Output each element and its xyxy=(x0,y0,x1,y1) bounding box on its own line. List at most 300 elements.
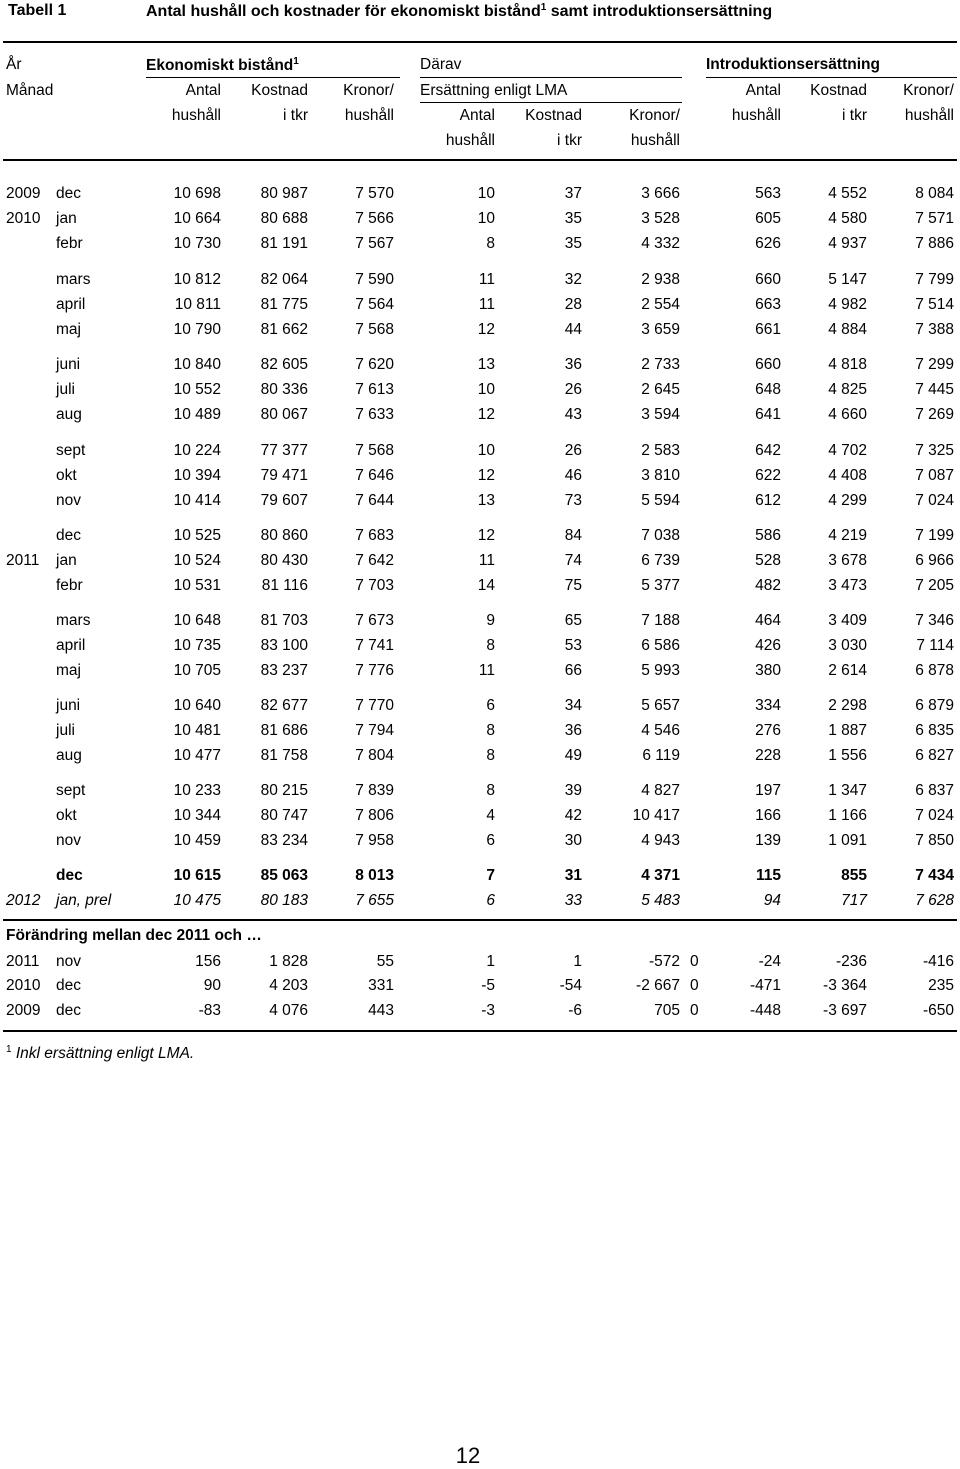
header-intro-kronor-unit: hushåll xyxy=(904,107,954,124)
cell-intro-kostnad: 4 818 xyxy=(828,356,867,373)
cell-lma-kronor: 2 645 xyxy=(641,381,680,398)
cell-ekon-antal: 10 481 xyxy=(173,722,221,739)
cell-lma-antal: 10 xyxy=(477,442,495,459)
row-month: dec xyxy=(56,185,81,202)
cell-intro-kostnad: -3 697 xyxy=(823,1002,867,1019)
change-row xyxy=(0,953,960,975)
cell-lma-kostnad: 43 xyxy=(564,406,582,423)
cell-intro-antal: -24 xyxy=(758,953,781,970)
cell-lma-kostnad: 31 xyxy=(564,867,582,884)
cell-ekon-kronor: 7 776 xyxy=(355,662,394,679)
cell-intro-kronor: 7 346 xyxy=(915,612,954,629)
cell-lma-antal: -5 xyxy=(481,977,495,994)
cell-lma-kronor: 4 546 xyxy=(641,722,680,739)
cell-intro-antal: 626 xyxy=(755,235,781,252)
header-ekon-rule xyxy=(146,77,400,78)
cell-intro-kostnad: 5 147 xyxy=(828,271,867,288)
cell-ekon-kostnad: 80 987 xyxy=(260,185,308,202)
cell-intro-kostnad: 4 937 xyxy=(828,235,867,252)
cell-intro-antal: 380 xyxy=(755,662,781,679)
cell-ekon-antal: 10 812 xyxy=(173,271,221,288)
header-intro-kronor: Kronor/ xyxy=(903,82,954,99)
header-intro-kostnad: Kostnad xyxy=(810,82,867,99)
header-lma-antal: Antal xyxy=(459,107,495,124)
cell-ekon-antal: 10 640 xyxy=(173,697,221,714)
cell-lma-antal: -3 xyxy=(481,1002,495,1019)
cell-intro-kronor: 6 837 xyxy=(915,782,954,799)
cell-ekon-kronor: 7 642 xyxy=(355,552,394,569)
row-year: 2011 xyxy=(6,552,40,569)
cell-ekon-antal: 10 664 xyxy=(173,210,221,227)
header-introduktionsersattning: Introduktionsersättning xyxy=(706,56,880,73)
cell-intro-antal: -448 xyxy=(749,1002,781,1019)
header-ekon-kronor-unit: hushåll xyxy=(344,107,394,124)
cell-lma-antal: 8 xyxy=(486,747,495,764)
cell-ekon-kronor: 7 564 xyxy=(355,296,394,313)
cell-ekon-kronor: 7 839 xyxy=(355,782,394,799)
cell-lma-kronor: 5 657 xyxy=(641,697,680,714)
cell-ekon-kostnad: 81 775 xyxy=(260,296,308,313)
cell-ekon-kostnad: 4 203 xyxy=(269,977,308,994)
cell-intro-kronor: -650 xyxy=(922,1002,954,1019)
cell-intro-antal: 528 xyxy=(755,552,781,569)
cell-lma-kostnad: 49 xyxy=(564,747,582,764)
cell-ekon-antal: 10 730 xyxy=(173,235,221,252)
change-row xyxy=(0,1002,960,1024)
cell-ekon-kronor: 331 xyxy=(368,977,394,994)
cell-lma-antal: 12 xyxy=(477,321,495,338)
cell-intro-kronor: 6 879 xyxy=(915,697,954,714)
row-month: nov xyxy=(56,832,81,849)
cell-lma-kostnad: 26 xyxy=(564,381,582,398)
cell-ekon-antal: 10 615 xyxy=(173,867,221,884)
table-row xyxy=(0,271,960,293)
cell-ekon-antal: 156 xyxy=(195,953,221,970)
cell-lma-kostnad: 75 xyxy=(564,577,582,594)
table-row xyxy=(0,577,960,599)
table-row xyxy=(0,321,960,343)
cell-intro-antal: 660 xyxy=(755,271,781,288)
table-row xyxy=(0,552,960,574)
cell-ekon-kostnad: 81 662 xyxy=(260,321,308,338)
cell-lma-antal: 6 xyxy=(486,697,495,714)
cell-ekon-antal: 10 840 xyxy=(173,356,221,373)
row-year: 2009 xyxy=(6,1002,41,1019)
cell-lma-kostnad: 36 xyxy=(564,356,582,373)
header-ekonomiskt-bistand xyxy=(146,56,299,75)
cell-intro-kronor: 7 205 xyxy=(915,577,954,594)
row-month: maj xyxy=(56,321,81,338)
cell-intro-antal: 482 xyxy=(755,577,781,594)
cell-intro-kostnad: 4 702 xyxy=(828,442,867,459)
cell-lma-kronor: 6 119 xyxy=(642,747,680,764)
cell-intro-kronor: 7 886 xyxy=(915,235,954,252)
cell-intro-kronor: 6 878 xyxy=(915,662,954,679)
table-row xyxy=(0,867,960,889)
row-month: dec xyxy=(56,867,83,884)
cell-ekon-kronor: 7 570 xyxy=(355,185,394,202)
cell-lma-antal: 8 xyxy=(486,637,495,654)
cell-intro-antal: 641 xyxy=(755,406,781,423)
row-month: aug xyxy=(56,747,82,764)
cell-intro-antal: 197 xyxy=(755,782,781,799)
table-row xyxy=(0,807,960,829)
cell-intro-antal: 276 xyxy=(755,722,781,739)
footnote-text: Inkl ersättning enligt LMA. xyxy=(15,1045,195,1062)
cell-ekon-kronor: 7 673 xyxy=(355,612,394,629)
header-ekon-kostnad: Kostnad xyxy=(251,82,308,99)
cell-lma-kronor: -2 667 xyxy=(636,977,680,994)
table-row xyxy=(0,235,960,257)
cell-lma-kostnad: 73 xyxy=(564,492,582,509)
cell-ekon-antal: 10 344 xyxy=(173,807,221,824)
cell-lma-antal: 14 xyxy=(477,577,495,594)
row-year: 2012 xyxy=(6,892,41,909)
table-row xyxy=(0,467,960,489)
cell-ekon-kronor: 7 644 xyxy=(355,492,394,509)
cell-ekon-kostnad: 83 234 xyxy=(260,832,308,849)
row-year: 2009 xyxy=(6,185,41,202)
cell-lma-kostnad: 36 xyxy=(564,722,582,739)
cell-intro-kostnad: 3 473 xyxy=(828,577,867,594)
cell-intro-antal: 115 xyxy=(755,867,781,884)
cell-intro-antal: 660 xyxy=(755,356,781,373)
cell-lma-kostnad: 46 xyxy=(564,467,582,484)
row-month: maj xyxy=(56,662,81,679)
cell-lma-antal: 9 xyxy=(486,612,495,629)
cell-intro-kostnad: 2 614 xyxy=(828,662,867,679)
cell-ekon-antal: 10 790 xyxy=(173,321,221,338)
cell-lma-kostnad: 28 xyxy=(564,296,582,313)
cell-intro-kronor: 6 835 xyxy=(915,722,954,739)
cell-lma-antal: 10 xyxy=(477,381,495,398)
cell-ekon-kostnad: 4 076 xyxy=(269,1002,308,1019)
cell-lma-antal: 12 xyxy=(477,406,495,423)
row-year: 2010 xyxy=(6,977,41,994)
cell-lma-kronor: 4 827 xyxy=(641,782,680,799)
cell-ekon-antal: 10 648 xyxy=(173,612,221,629)
cell-lma-antal: 8 xyxy=(486,782,495,799)
table-row xyxy=(0,782,960,804)
cell-lma-antal: 6 xyxy=(486,892,495,909)
cell-lma-kostnad: 34 xyxy=(564,697,582,714)
cell-lma-kronor: 7 038 xyxy=(641,527,680,544)
cell-ekon-antal: 10 394 xyxy=(173,467,221,484)
cell-lma-kostnad: 33 xyxy=(564,892,582,909)
cell-lma-kronor: 3 810 xyxy=(641,467,680,484)
cell-ekon-kronor: 7 633 xyxy=(355,406,394,423)
header-top-rule xyxy=(3,41,957,43)
header-lma-kostnad-unit: i tkr xyxy=(557,132,582,149)
cell-ekon-kronor: 7 794 xyxy=(355,722,394,739)
cell-lma-kostnad: 1 xyxy=(573,953,582,970)
table-bottom-rule xyxy=(3,1030,957,1032)
row-month: nov xyxy=(56,492,81,509)
cell-intro-antal: 228 xyxy=(755,747,781,764)
cell-ekon-antal: 10 552 xyxy=(173,381,221,398)
header-lma-kostnad: Kostnad xyxy=(525,107,582,124)
row-month: april xyxy=(56,637,86,654)
cell-intro-kronor: 6 827 xyxy=(915,747,954,764)
cell-ekon-antal: 90 xyxy=(203,977,221,994)
cell-lma-kronor: 2 554 xyxy=(641,296,680,313)
cell-ekon-kronor: 8 013 xyxy=(355,867,394,884)
cell-lma-antal: 12 xyxy=(477,467,495,484)
cell-ekon-kronor: 7 567 xyxy=(355,235,394,252)
cell-intro-kronor: 7 087 xyxy=(915,467,954,484)
cell-ekon-kronor: 7 804 xyxy=(355,747,394,764)
cell-intro-antal: 661 xyxy=(755,321,781,338)
header-year: År xyxy=(6,56,22,73)
cell-lma-antal: 6 xyxy=(486,832,495,849)
cell-intro-kronor: 8 084 xyxy=(915,185,954,202)
table-row xyxy=(0,527,960,549)
row-month: juli xyxy=(56,722,75,739)
title-text-end: samt introduktionsersättning xyxy=(546,3,773,20)
cell-intro-kronor: 7 850 xyxy=(915,832,954,849)
cell-ekon-antal: 10 224 xyxy=(173,442,221,459)
table-row xyxy=(0,722,960,744)
cell-zero-marker: 0 xyxy=(690,953,699,970)
header-lma: Ersättning enligt LMA xyxy=(420,82,568,99)
cell-lma-kostnad: 42 xyxy=(564,807,582,824)
cell-intro-kronor: 7 269 xyxy=(915,406,954,423)
cell-ekon-kronor: 443 xyxy=(368,1002,394,1019)
table-row xyxy=(0,662,960,684)
cell-lma-kronor: 4 943 xyxy=(641,832,680,849)
cell-intro-kostnad: 4 580 xyxy=(828,210,867,227)
cell-lma-antal: 1 xyxy=(486,953,495,970)
cell-intro-kronor: 7 199 xyxy=(915,527,954,544)
cell-lma-kronor: -572 xyxy=(648,953,680,970)
table-row xyxy=(0,296,960,318)
cell-ekon-kostnad: 81 191 xyxy=(260,235,308,252)
cell-lma-kronor: 3 528 xyxy=(641,210,680,227)
table-row xyxy=(0,832,960,854)
cell-ekon-kostnad: 81 758 xyxy=(260,747,308,764)
cell-lma-kostnad: -6 xyxy=(568,1002,582,1019)
cell-ekon-kostnad: 77 377 xyxy=(260,442,308,459)
header-intro-kostnad-unit: i tkr xyxy=(842,107,867,124)
cell-lma-antal: 8 xyxy=(486,722,495,739)
cell-lma-kostnad: 26 xyxy=(564,442,582,459)
cell-ekon-kostnad: 1 828 xyxy=(269,953,308,970)
cell-intro-kostnad: 4 219 xyxy=(828,527,867,544)
row-year: 2011 xyxy=(6,953,40,970)
cell-zero-marker: 0 xyxy=(690,977,699,994)
cell-intro-kostnad: 717 xyxy=(841,892,867,909)
row-month: nov xyxy=(56,953,81,970)
cell-intro-kronor: 7 628 xyxy=(915,892,954,909)
cell-lma-kostnad: 74 xyxy=(564,552,582,569)
cell-lma-kronor: 2 938 xyxy=(641,271,680,288)
cell-ekon-antal: -83 xyxy=(198,1002,221,1019)
cell-intro-kostnad: 1 091 xyxy=(828,832,867,849)
table-title xyxy=(146,2,772,21)
header-ekon-kostnad-unit: i tkr xyxy=(283,107,308,124)
row-month: juli xyxy=(56,381,75,398)
cell-lma-kronor: 5 594 xyxy=(641,492,680,509)
cell-intro-kostnad: 855 xyxy=(841,867,867,884)
cell-intro-antal: 648 xyxy=(755,381,781,398)
cell-intro-kronor: 7 325 xyxy=(915,442,954,459)
row-month: dec xyxy=(56,527,81,544)
cell-ekon-kostnad: 81 116 xyxy=(261,577,308,594)
cell-intro-kostnad: 4 982 xyxy=(828,296,867,313)
cell-lma-kronor: 3 594 xyxy=(641,406,680,423)
cell-ekon-kostnad: 80 067 xyxy=(260,406,308,423)
cell-intro-kostnad: 2 298 xyxy=(828,697,867,714)
table-label: Tabell 1 xyxy=(8,2,67,19)
cell-ekon-kostnad: 85 063 xyxy=(260,867,308,884)
row-month: aug xyxy=(56,406,82,423)
title-text: Antal hushåll och kostnader för ekonomiskt bistånd xyxy=(146,3,541,20)
table-row xyxy=(0,381,960,403)
cell-ekon-kronor: 7 566 xyxy=(355,210,394,227)
cell-lma-kronor: 5 483 xyxy=(641,892,680,909)
cell-intro-kostnad: 1 347 xyxy=(828,782,867,799)
cell-ekon-kronor: 7 568 xyxy=(355,442,394,459)
cell-intro-kostnad: 3 030 xyxy=(828,637,867,654)
title-footnote-marker: 1 xyxy=(540,2,547,13)
cell-ekon-antal: 10 705 xyxy=(173,662,221,679)
cell-intro-kronor: 7 799 xyxy=(915,271,954,288)
cell-lma-kostnad: 39 xyxy=(564,782,582,799)
header-ekon-antal-unit: hushåll xyxy=(171,107,221,124)
cell-intro-antal: 563 xyxy=(755,185,781,202)
cell-intro-antal: 622 xyxy=(755,467,781,484)
cell-ekon-antal: 10 525 xyxy=(173,527,221,544)
cell-ekon-antal: 10 735 xyxy=(173,637,221,654)
cell-lma-antal: 12 xyxy=(477,527,495,544)
cell-lma-kronor: 2 583 xyxy=(641,442,680,459)
cell-intro-kronor: 7 571 xyxy=(915,210,954,227)
cell-ekon-kronor: 7 958 xyxy=(355,832,394,849)
cell-intro-antal: 166 xyxy=(755,807,781,824)
table-row xyxy=(0,356,960,378)
cell-ekon-kostnad: 83 100 xyxy=(260,637,308,654)
header-ekon-antal: Antal xyxy=(185,82,221,99)
row-month: mars xyxy=(56,612,91,629)
cell-intro-antal: 605 xyxy=(755,210,781,227)
cell-intro-antal: 586 xyxy=(755,527,781,544)
header-darav: Därav xyxy=(420,56,462,73)
footnote xyxy=(6,1044,194,1063)
cell-ekon-kronor: 7 741 xyxy=(355,637,394,654)
cell-intro-kostnad: 4 552 xyxy=(828,185,867,202)
cell-lma-kronor: 705 xyxy=(654,1002,680,1019)
header-intro-antal: Antal xyxy=(745,82,781,99)
cell-ekon-kronor: 7 590 xyxy=(355,271,394,288)
table-row xyxy=(0,185,960,207)
row-month: dec xyxy=(56,977,81,994)
cell-ekon-kronor: 7 613 xyxy=(355,381,394,398)
header-ekon-kronor: Kronor/ xyxy=(343,82,394,99)
cell-ekon-kostnad: 80 336 xyxy=(260,381,308,398)
cell-lma-antal: 13 xyxy=(477,492,495,509)
cell-lma-kostnad: 44 xyxy=(564,321,582,338)
page-number: 12 xyxy=(455,1443,481,1468)
header-intro-rule xyxy=(706,77,957,78)
cell-intro-antal: 663 xyxy=(755,296,781,313)
cell-intro-kronor: 7 514 xyxy=(915,296,954,313)
header-lma-rule xyxy=(420,102,682,103)
cell-ekon-kronor: 7 806 xyxy=(355,807,394,824)
cell-intro-antal: 426 xyxy=(755,637,781,654)
cell-intro-kronor: 235 xyxy=(928,977,954,994)
cell-lma-antal: 11 xyxy=(478,552,495,569)
cell-ekon-antal: 10 811 xyxy=(174,296,221,313)
cell-lma-antal: 10 xyxy=(477,185,495,202)
cell-ekon-kostnad: 82 677 xyxy=(260,697,308,714)
cell-ekon-kronor: 7 770 xyxy=(355,697,394,714)
cell-lma-kronor: 4 371 xyxy=(641,867,680,884)
cell-intro-kostnad: 3 409 xyxy=(828,612,867,629)
cell-intro-antal: -471 xyxy=(749,977,781,994)
header-footnote-marker: 1 xyxy=(293,56,299,67)
cell-ekon-kronor: 55 xyxy=(376,953,394,970)
cell-lma-antal: 11 xyxy=(478,296,495,313)
cell-intro-antal: 334 xyxy=(755,697,781,714)
cell-intro-antal: 464 xyxy=(755,612,781,629)
row-month: okt xyxy=(56,467,77,484)
row-month: mars xyxy=(56,271,91,288)
cell-ekon-antal: 10 531 xyxy=(173,577,221,594)
cell-intro-kostnad: 4 299 xyxy=(828,492,867,509)
header-lma-kronor: Kronor/ xyxy=(629,107,680,124)
cell-lma-kostnad: 35 xyxy=(564,235,582,252)
cell-lma-kronor: 3 659 xyxy=(641,321,680,338)
header-lma-kronor-unit: hushåll xyxy=(630,132,680,149)
cell-ekon-kronor: 7 703 xyxy=(355,577,394,594)
cell-ekon-kostnad: 80 747 xyxy=(260,807,308,824)
cell-intro-kronor: 7 434 xyxy=(915,867,954,884)
cell-intro-kronor: 7 445 xyxy=(915,381,954,398)
cell-lma-kronor: 5 993 xyxy=(641,662,680,679)
cell-ekon-kronor: 7 620 xyxy=(355,356,394,373)
cell-intro-kostnad: 4 660 xyxy=(828,406,867,423)
cell-ekon-kostnad: 82 064 xyxy=(260,271,308,288)
cell-lma-kostnad: 30 xyxy=(564,832,582,849)
change-section-top-rule xyxy=(3,919,957,921)
cell-lma-antal: 11 xyxy=(478,662,495,679)
cell-ekon-antal: 10 414 xyxy=(173,492,221,509)
cell-ekon-kronor: 7 568 xyxy=(355,321,394,338)
row-month: dec xyxy=(56,1002,81,1019)
cell-ekon-antal: 10 489 xyxy=(173,406,221,423)
cell-intro-kronor: -416 xyxy=(922,953,954,970)
cell-lma-kronor: 2 733 xyxy=(641,356,680,373)
header-intro-antal-unit: hushåll xyxy=(731,107,781,124)
cell-lma-kostnad: 53 xyxy=(564,637,582,654)
cell-ekon-antal: 10 459 xyxy=(173,832,221,849)
cell-lma-kostnad: 66 xyxy=(564,662,582,679)
cell-intro-kronor: 7 024 xyxy=(915,492,954,509)
cell-intro-kostnad: 4 884 xyxy=(828,321,867,338)
cell-ekon-antal: 10 475 xyxy=(173,892,221,909)
cell-lma-kostnad: -54 xyxy=(559,977,582,994)
cell-ekon-kronor: 7 683 xyxy=(355,527,394,544)
cell-ekon-kostnad: 83 237 xyxy=(260,662,308,679)
cell-ekon-antal: 10 233 xyxy=(173,782,221,799)
cell-intro-antal: 139 xyxy=(755,832,781,849)
cell-intro-kronor: 7 299 xyxy=(915,356,954,373)
cell-lma-kostnad: 65 xyxy=(564,612,582,629)
cell-intro-kronor: 7 388 xyxy=(915,321,954,338)
cell-intro-kostnad: 4 408 xyxy=(828,467,867,484)
row-month: sept xyxy=(56,782,86,799)
cell-ekon-kostnad: 80 430 xyxy=(260,552,308,569)
